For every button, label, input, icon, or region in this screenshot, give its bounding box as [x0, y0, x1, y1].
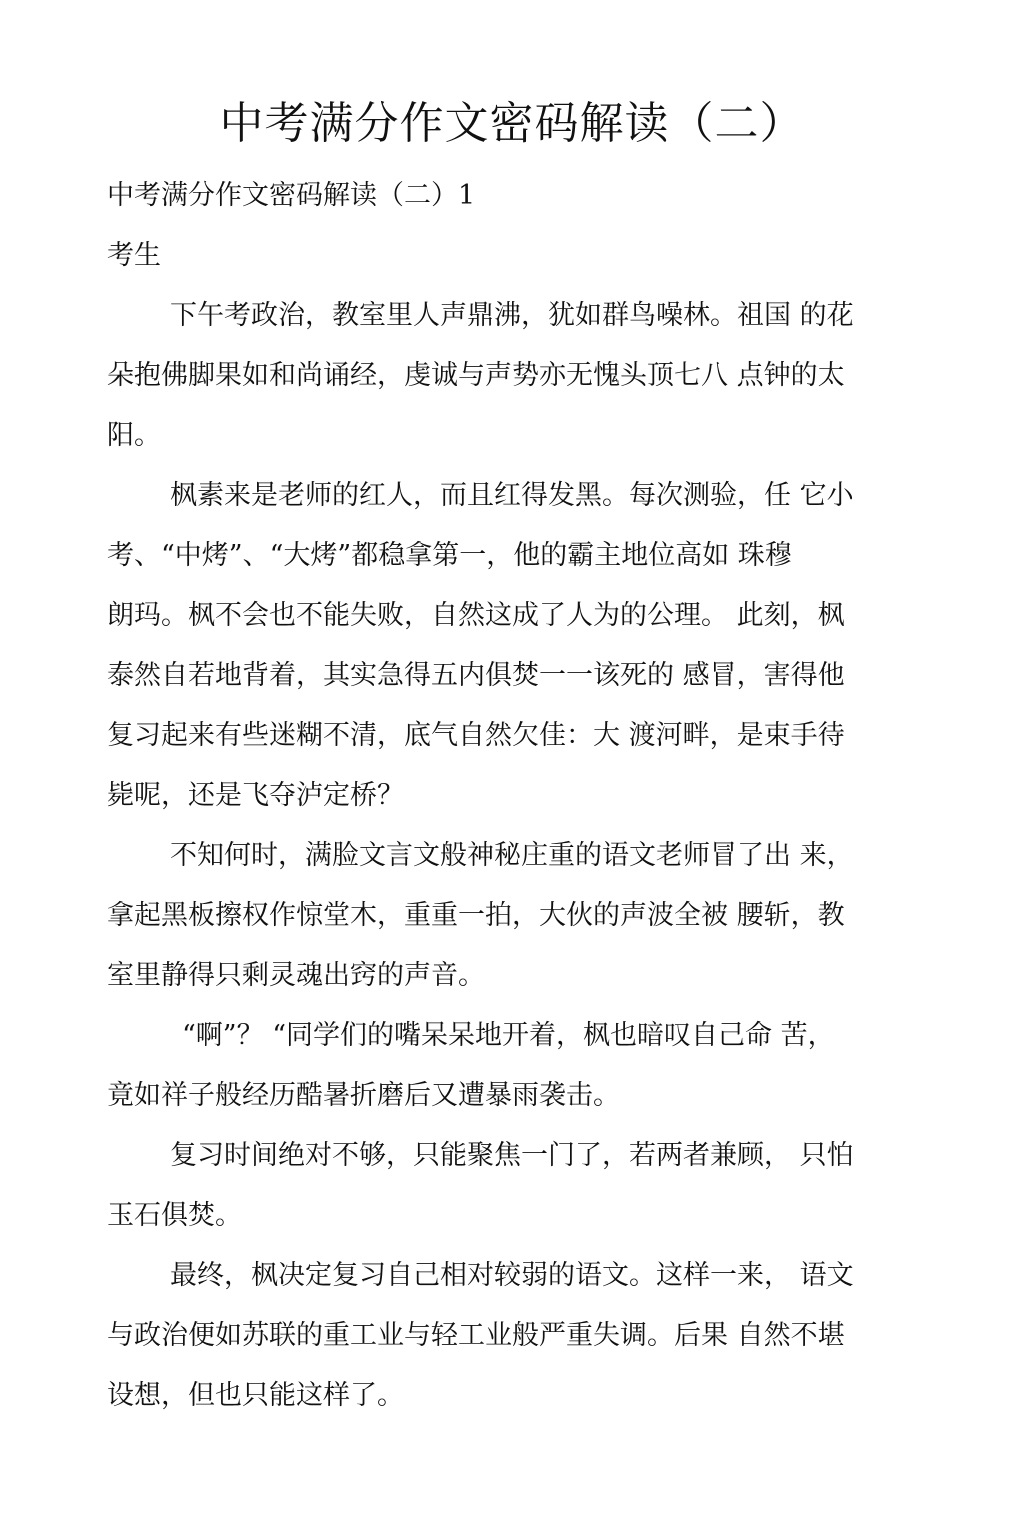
document-subtitle: 中考满分作文密码解读（二）1: [107, 180, 476, 211]
paragraph-line: 下午考政治，教室里人声鼎沸，犹如群鸟噪林。祖国 的花: [170, 300, 854, 331]
paragraph-line: 最终，枫决定复习自己相对较弱的语文。这样一来， 语文: [170, 1260, 854, 1291]
document-title: 中考满分作文密码解读（二）: [219, 98, 805, 149]
paragraph-line: 复习时间绝对不够，只能聚焦一门了，若两者兼顾， 只怕: [170, 1140, 854, 1171]
paragraph-line: 考、“中烤”、“大烤”都稳拿第一，他的霸主地位高如 珠穆: [107, 540, 792, 571]
paragraph-line: 阳。: [107, 420, 161, 451]
paragraph-line: 竟如祥子般经历酷暑折磨后又遭暴雨袭击。: [107, 1080, 620, 1111]
paragraph-line: 泰然自若地背着，其实急得五内俱焚一一该死的 感冒，害得他: [107, 660, 845, 691]
paragraph-line: 复习起来有些迷糊不清，底气自然欠佳：大 渡河畔，是束手待: [107, 720, 845, 751]
paragraph-line: 朗玛。枫不会也不能失败，自然这成了人为的公理。 此刻，枫: [107, 600, 845, 631]
paragraph-line: 不知何时，满脸文言文般神秘庄重的语文老师冒了出 来，: [170, 840, 854, 871]
paragraph-line: 设想，但也只能这样了。: [107, 1380, 404, 1411]
document-author: 考生: [107, 240, 161, 271]
paragraph-line: “啊”？ “同学们的嘴呆呆地开着，枫也暗叹自己命 苦，: [182, 1020, 835, 1051]
paragraph-line: 与政治便如苏联的重工业与轻工业般严重失调。后果 自然不堪: [107, 1320, 845, 1351]
paragraph-line: 拿起黑板擦权作惊堂木，重重一拍，大伙的声波全被 腰斩，教: [107, 900, 845, 931]
paragraph-line: 枫素来是老师的红人，而且红得发黑。每次测验，任 它小: [170, 480, 854, 511]
paragraph-line: 朵抱佛脚果如和尚诵经，虔诚与声势亦无愧头顶七八 点钟的太: [107, 360, 845, 391]
paragraph-line: 玉石俱焚。: [107, 1200, 242, 1231]
paragraph-line: 室里静得只剩灵魂出窍的声音。: [107, 960, 485, 991]
paragraph-line: 毙呢，还是飞夺泸定桥？: [107, 780, 404, 811]
